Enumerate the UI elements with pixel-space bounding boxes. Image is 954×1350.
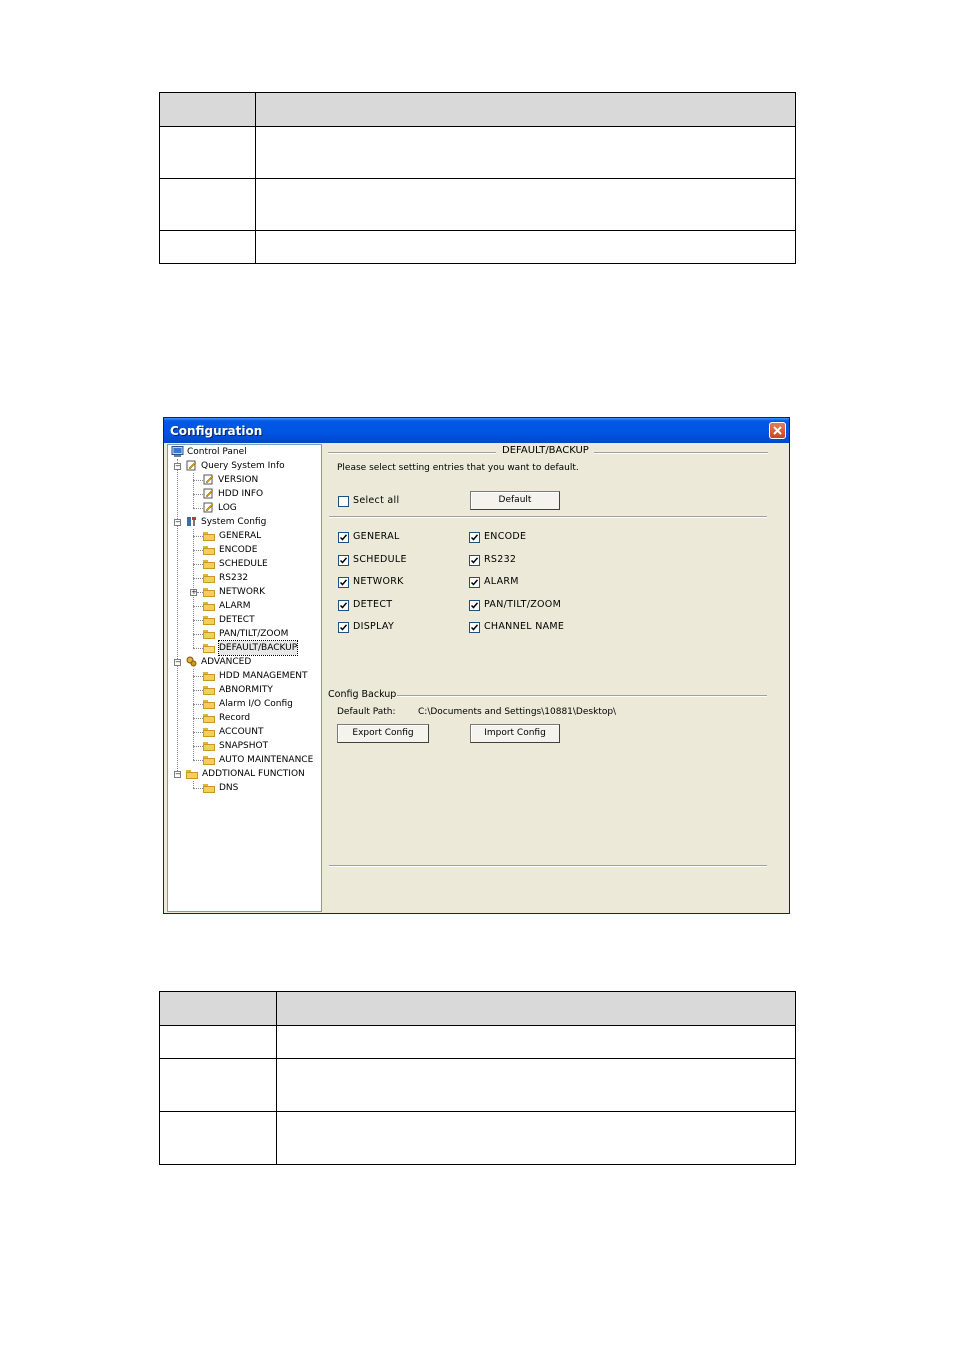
check-icon	[340, 624, 347, 631]
import-config-button[interactable]: Import Config	[470, 724, 560, 743]
alarm-checkbox[interactable]	[469, 577, 480, 588]
tree-label: DETECT	[219, 615, 255, 625]
edit-doc-icon	[203, 474, 214, 485]
tree-label: ALARM	[219, 601, 251, 611]
collapse-toggle[interactable]: −	[175, 770, 181, 778]
tree-label: ENCODE	[219, 545, 258, 555]
check-icon	[471, 557, 478, 564]
check-icon	[340, 534, 347, 541]
tree-label: NETWORK	[219, 587, 266, 597]
network-label: NETWORK	[353, 576, 404, 587]
channel-name-checkbox[interactable]	[469, 622, 480, 633]
collapse-toggle[interactable]: −	[175, 658, 181, 666]
tree-label: DEFAULT/BACKUP	[219, 643, 298, 653]
folder-icon	[203, 630, 215, 639]
select-all-checkbox[interactable]	[338, 496, 349, 507]
folder-icon	[203, 574, 215, 583]
table-header-row	[160, 992, 796, 1026]
folder-icon	[203, 700, 215, 709]
tree-label: ADDTIONAL FUNCTION	[202, 769, 305, 779]
general-checkbox[interactable]	[338, 532, 349, 543]
folder-icon	[186, 770, 198, 779]
folder-icon	[203, 742, 215, 751]
configuration-window	[163, 417, 790, 914]
network-checkbox[interactable]	[338, 577, 349, 588]
folder-icon	[203, 756, 215, 765]
folder-icon	[203, 588, 215, 597]
window-title: Configuration	[170, 424, 263, 438]
default-path-label: Default Path:	[337, 707, 396, 717]
tree-label: DNS	[219, 783, 239, 793]
tree-label: SCHEDULE	[219, 559, 268, 569]
expand-toggle[interactable]: +	[191, 588, 197, 596]
table-header-row	[160, 93, 796, 127]
tree-label: AUTO MAINTENANCE	[219, 755, 314, 765]
tree-label: SNAPSHOT	[219, 741, 269, 751]
export-config-button[interactable]: Export Config	[337, 724, 429, 743]
folder-icon	[203, 560, 215, 569]
tree-label: Control Panel	[187, 447, 247, 457]
title-bar[interactable]	[164, 418, 789, 443]
detect-checkbox[interactable]	[338, 600, 349, 611]
table-row	[160, 127, 796, 179]
alarm-label: ALARM	[484, 576, 519, 587]
tools-icon	[186, 516, 197, 527]
folder-icon	[203, 616, 215, 625]
edit-doc-icon	[203, 488, 214, 499]
table-row	[160, 1026, 796, 1059]
general-label: GENERAL	[353, 531, 400, 542]
tree-label: Query System Info	[201, 461, 285, 471]
folder-icon	[203, 714, 215, 723]
tree-label: GENERAL	[219, 531, 262, 541]
pan-tilt-zoom-label: PAN/TILT/ZOOM	[484, 599, 562, 610]
folder-icon	[203, 532, 215, 541]
select-all-label: Select all	[353, 495, 400, 506]
tree-label: ABNORMITY	[219, 685, 273, 695]
tree-label: HDD MANAGEMENT	[219, 671, 308, 681]
close-button[interactable]	[769, 422, 786, 439]
rs232-checkbox[interactable]	[469, 555, 480, 566]
encode-checkbox[interactable]	[469, 532, 480, 543]
display-label: DISPLAY	[353, 621, 395, 632]
computer-icon	[171, 446, 184, 458]
backup-section-title: Config Backup	[328, 689, 397, 700]
open-folder-icon	[203, 644, 215, 653]
top-table	[159, 92, 796, 264]
tree-label: RS232	[219, 573, 249, 583]
rs232-label: RS232	[484, 554, 517, 565]
schedule-label: SCHEDULE	[353, 554, 407, 565]
folder-icon	[203, 784, 215, 793]
table-row	[160, 231, 796, 264]
folder-icon	[203, 728, 215, 737]
schedule-checkbox[interactable]	[338, 555, 349, 566]
default-backup-panel	[324, 444, 788, 912]
table-row	[160, 1059, 796, 1112]
folder-icon	[203, 602, 215, 611]
check-icon	[340, 557, 347, 564]
folder-icon	[203, 546, 215, 555]
config-tree[interactable]	[167, 444, 322, 912]
tree-label: ACCOUNT	[219, 727, 264, 737]
tree-label: Record	[219, 713, 251, 723]
check-icon	[471, 579, 478, 586]
section-title: DEFAULT/BACKUP	[502, 445, 589, 456]
detect-label: DETECT	[353, 599, 393, 610]
default-button[interactable]: Default	[470, 491, 560, 510]
tree-label: ADVANCED	[201, 657, 252, 667]
edit-doc-icon	[186, 460, 197, 471]
tree-label: VERSION	[218, 475, 259, 485]
tree-label: Alarm I/O Config	[219, 699, 293, 709]
collapse-toggle[interactable]: −	[175, 462, 181, 470]
display-checkbox[interactable]	[338, 622, 349, 633]
channel-name-label: CHANNEL NAME	[484, 621, 565, 632]
check-icon	[471, 534, 478, 541]
folder-icon	[203, 686, 215, 695]
encode-label: ENCODE	[484, 531, 527, 542]
table-row	[160, 1112, 796, 1165]
collapse-toggle[interactable]: −	[175, 518, 181, 526]
gears-icon	[186, 656, 197, 667]
tree-label: HDD INFO	[218, 489, 264, 499]
check-icon	[471, 624, 478, 631]
tree-label: System Config	[201, 517, 267, 527]
folder-icon	[203, 672, 215, 681]
close-icon	[773, 426, 782, 435]
pan-tilt-zoom-checkbox[interactable]	[469, 600, 480, 611]
instruction-text: Please select setting entries that you want to default.	[337, 463, 579, 473]
check-icon	[471, 602, 478, 609]
tree-label: PAN/TILT/ZOOM	[219, 629, 289, 639]
edit-doc-icon	[203, 502, 214, 513]
tree-label: LOG	[218, 503, 237, 513]
check-icon	[340, 579, 347, 586]
table-row	[160, 179, 796, 231]
check-icon	[340, 602, 347, 609]
bottom-table	[159, 991, 796, 1165]
default-path-value: C:\Documents and Settings\10881\Desktop\	[418, 707, 617, 717]
